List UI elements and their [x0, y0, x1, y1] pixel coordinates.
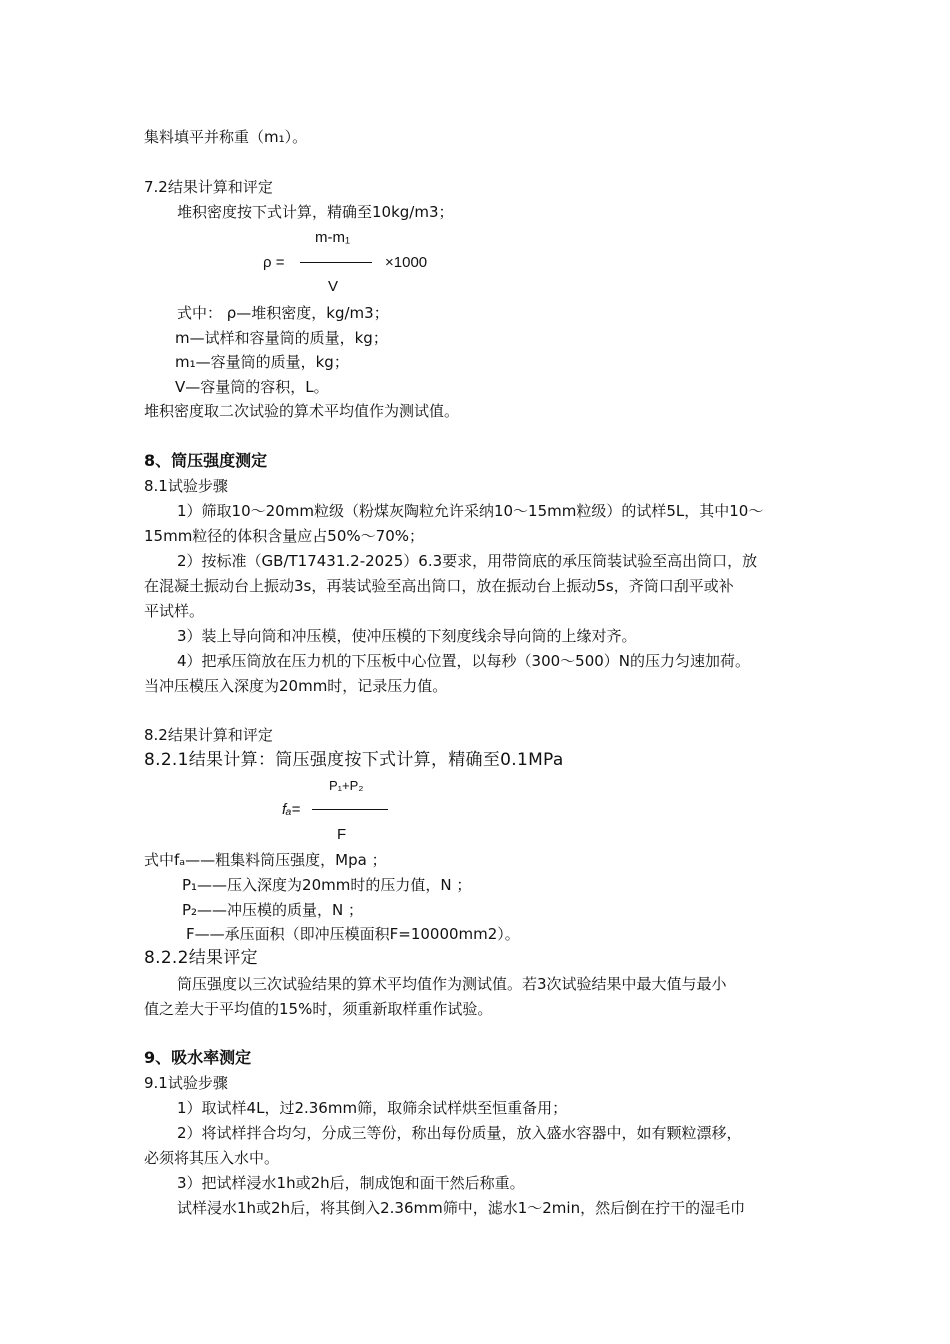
paragraph-line: 1）取试样4L，过2.36mm筛，取筛余试样烘至恒重备用；: [177, 1099, 568, 1117]
paragraph-line: 堆积密度按下式计算，精确至10kg/m3；: [177, 203, 454, 221]
definition-line: 式中： ρ—堆积密度，kg/m3；: [177, 304, 389, 322]
fraction-bar: [300, 262, 372, 263]
paragraph-line: 1）筛取10～20mm粒级（粉煤灰陶粒允许采纳10～15mm粒级）的试样5L，其中10～: [177, 502, 764, 520]
paragraph-line: 15mm粒径的体积含量应占50%～70%；: [144, 527, 424, 545]
chapter-heading: 9、吸水率测定: [144, 1048, 252, 1067]
formula-lhs: ρ =: [263, 254, 285, 271]
paragraph-line: 堆积密度取二次试验的算术平均值作为测试值。: [144, 402, 460, 420]
paragraph-line: 4）把承压筒放在压力机的下压板中心位置，以每秒（300～500）N的压力匀速加荷。: [177, 652, 751, 670]
formula-lhs: fₐ=: [282, 801, 301, 818]
formula-numerator: m-m₁: [315, 229, 351, 246]
paragraph-line: 当冲压模压入深度为20mm时，记录压力值。: [144, 677, 448, 695]
section-heading: 7.2结果计算和评定: [144, 178, 273, 196]
paragraph-line: 在混凝土振动台上振动3s，再装试验至高出筒口，放在振动台上振动5s，齐筒口刮平或补: [144, 577, 734, 595]
section-heading: 9.1试验步骤: [144, 1074, 228, 1092]
paragraph-line: 筒压强度以三次试验结果的算术平均值作为测试值。若3次试验结果中最大值与最小: [177, 975, 727, 993]
definition-line: V—容量筒的容积，L。: [175, 378, 329, 396]
paragraph-line: 3）把试样浸水1h或2h后，制成饱和面干然后称重。: [177, 1174, 525, 1192]
formula-denominator: F: [337, 826, 347, 843]
paragraph-line: 值之差大于平均值的15%时，须重新取样重作试验。: [144, 1000, 493, 1018]
definition-line: 式中fₐ——粗集料筒压强度，Mpa ；: [144, 851, 387, 869]
definition-line: F——承压面积（即冲压模面积F=10000mm2）。: [186, 925, 520, 943]
paragraph-line: 3）装上导向筒和冲压模，使冲压模的下刻度线余导向筒的上缘对齐。: [177, 627, 637, 645]
formula-numerator: P₁+P₂: [329, 778, 364, 793]
definition-line: P₁——压入深度为20mm时的压力值，N ；: [182, 876, 472, 894]
formula-denominator: V: [328, 278, 339, 295]
subsection-heading: 8.2.1结果计算：筒压强度按下式计算，精确至0.1MPa: [144, 750, 564, 770]
paragraph-line: 2）按标准（GB/T17431.2-2025）6.3要求，用带筒底的承压筒装试验至高出筒口，放: [177, 552, 758, 570]
definition-line: P₂——冲压模的质量，N ；: [182, 901, 364, 919]
subsection-heading: 8.2.2结果评定: [144, 948, 258, 968]
paragraph-line: 平试样。: [144, 602, 205, 620]
definition-line: m—试样和容量筒的质量，kg；: [175, 329, 388, 347]
section-heading: 8.2结果计算和评定: [144, 726, 273, 744]
formula-multiplier: ×1000: [385, 254, 428, 271]
text-line: 集料填平并称重（m₁）。: [144, 128, 308, 146]
paragraph-line: 试样浸水1h或2h后，将其倒入2.36mm筛中，滤水1～2min，然后倒在拧干的湿毛巾: [177, 1199, 746, 1217]
fraction-bar: [312, 809, 388, 810]
section-heading: 8.1试验步骤: [144, 477, 228, 495]
paragraph-line: 必须将其压入水中。: [144, 1149, 280, 1167]
definition-line: m₁—容量筒的质量，kg；: [175, 353, 349, 371]
chapter-heading: 8、筒压强度测定: [144, 451, 268, 470]
paragraph-line: 2）将试样拌合均匀，分成三等份，称出每份质量，放入盛水容器中，如有颗粒漂移，: [177, 1124, 742, 1142]
